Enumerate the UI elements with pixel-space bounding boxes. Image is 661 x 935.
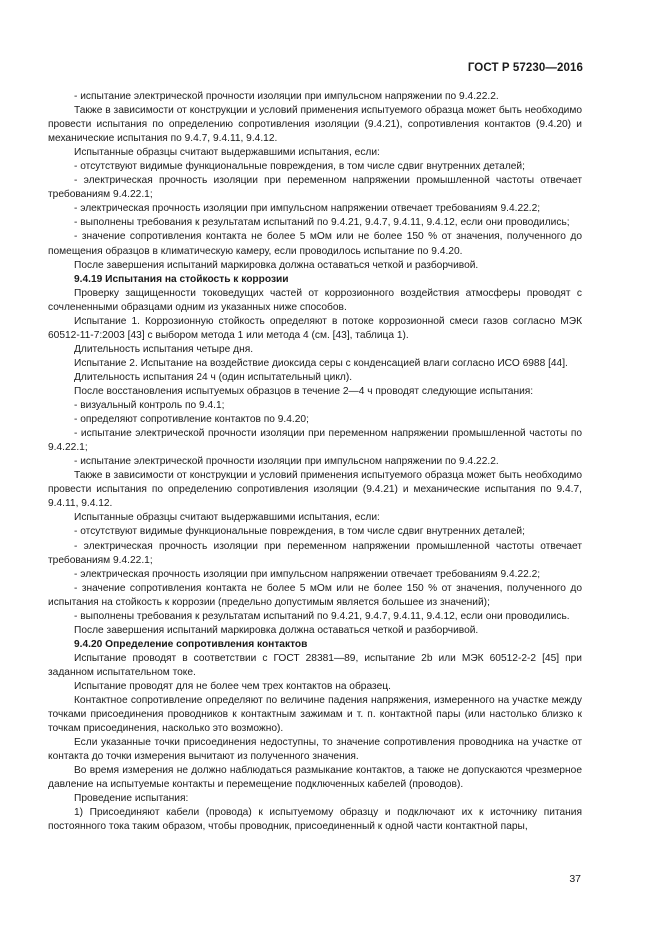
paragraph: - значение сопротивления контакта не более 5 мОм или не более 150 % от значения, полученного до помещения образцов в климатическую камеру, если проводилось испытание по 9.4.20. — [48, 231, 582, 257]
paragraph: - электрическая прочность изоляции при импульсном напряжении отвечает требованиям 9.4.22.2; — [74, 203, 541, 215]
paragraph: - визуальный контроль по 9.4.1; — [74, 400, 225, 412]
paragraph: Также в зависимости от конструкции и условий применения испытуемого образца может быть необходимо провести испытания по определению сопротивления изоляции (9.4.21), сопротивления контактов (9.4.20) и механические испытания по 9.4.7, 9.4.11, 9.4.12. — [48, 105, 582, 145]
paragraph: - электрическая прочность изоляции при импульсном напряжении отвечает требованиям 9.4.22.2; — [74, 568, 541, 580]
page-number: 37 — [569, 873, 581, 885]
paragraph: - испытание электрической прочности изоляции при импульсном напряжении по 9.4.22.2. — [74, 91, 499, 102]
paragraph: - значение сопротивления контакта не более 5 мОм или не более 150 % от значения, полученного до испытания на стойкость к коррозии (предельно допустимым является большее из значений); — [48, 582, 582, 608]
paragraph: Также в зависимости от конструкции и условий применения испытуемого образца может быть необходимо провести испытания по определению сопротивления изоляции (9.4.21) и механические испытания по 9.4.7, 9.4.11, 9.4.12. — [48, 470, 582, 510]
paragraph: После завершения испытаний маркировка должна оставаться четкой и разборчивой. — [74, 624, 479, 636]
paragraph: Испытание 1. Коррозионную стойкость определяют в потоке коррозионной смеси газов согласно МЭК 60512-11-7:2003 [43] с выбором метода 1 или метода 4 (см. [43], таблица 1). — [48, 315, 582, 341]
document-body — [48, 90, 582, 834]
paragraph: После завершения испытаний маркировка должна оставаться четкой и разборчивой. — [74, 259, 479, 271]
paragraph: Контактное сопротивление определяют по величине падения напряжения, измеренного на участке между точками присоединения проводников к контактным зажимам и т. п. контактной пары (или настолько близко к точкам присоединения, насколько это возможно). — [48, 695, 582, 735]
paragraph: - электрическая прочность изоляции при переменном напряжении промышленной частоты отвечает требованиям 9.4.22.1; — [48, 540, 582, 566]
paragraph: Проверку защищенности токоведущих частей от коррозионного воздействия атмосферы проводят с сочлененными образцами одним из указанных ниже способов. — [48, 287, 582, 313]
section-heading: 9.4.19 Испытания на стойкость к коррозии — [74, 273, 289, 285]
paragraph: Испытание 2. Испытание на воздействие диоксида серы с конденсацией влаги согласно ИСО 6988 [44]. — [74, 357, 568, 369]
paragraph: Испытание проводят для не более чем трех контактов на образец. — [74, 680, 391, 692]
paragraph: Если указанные точки присоединения недоступны, то значение сопротивления проводника на участке от контакта до точки измерения вычитают из полученного значения. — [48, 737, 582, 763]
paragraph: После восстановления испытуемых образцов в течение 2—4 ч проводят следующие испытания: — [74, 385, 534, 397]
paragraph: - определяют сопротивление контактов по 9.4.20; — [74, 414, 309, 426]
paragraph: - выполнены требования к результатам испытаний по 9.4.21, 9.4.7, 9.4.11, 9.4.12, если они проводились; — [74, 217, 570, 229]
section-heading: 9.4.20 Определение сопротивления контактов — [74, 638, 308, 650]
paragraph: - отсутствуют видимые функциональные повреждения, в том числе сдвиг внутренних деталей; — [74, 526, 525, 538]
paragraph: - выполнены требования к результатам испытаний по 9.4.21, 9.4.7, 9.4.11, 9.4.12, если они проводились. — [74, 610, 570, 622]
paragraph: Испытание проводят в соответствии с ГОСТ 28381—89, испытание 2b или МЭК 60512-2-2 [45] при заданном испытательном токе. — [48, 652, 582, 678]
paragraph: Длительность испытания 24 ч (один испытательный цикл). — [74, 371, 353, 383]
paragraph: Длительность испытания четыре дня. — [74, 343, 254, 355]
paragraph: - отсутствуют видимые функциональные повреждения, в том числе сдвиг внутренних деталей; — [74, 161, 525, 173]
paragraph: - испытание электрической прочности изоляции при импульсном напряжении по 9.4.22.2. — [74, 456, 499, 468]
paragraph: Проведение испытания: — [74, 793, 189, 805]
paragraph: Во время измерения не должно наблюдаться размыкание контактов, а также не допускаются чрезмерное давление на испытуемые контакты и перемещение подключенных кабелей (проводов). — [48, 765, 582, 791]
paragraph: - электрическая прочность изоляции при переменном напряжении промышленной частоты отвечает требованиям 9.4.22.1; — [48, 175, 582, 201]
paragraph: Испытанные образцы считают выдержавшими испытания, если: — [74, 147, 380, 159]
paragraph: Испытанные образцы считают выдержавшими испытания, если: — [74, 512, 380, 524]
paragraph: 1) Присоединяют кабели (провода) к испытуемому образцу и подключают их к источнику питания постоянного тока таким образом, чтобы проводник, присоединенный к одной части контактной пары, — [48, 807, 582, 833]
paragraph: - испытание электрической прочности изоляции при переменном напряжении промышленной частоты по 9.4.22.1; — [48, 428, 582, 454]
document-header: ГОСТ Р 57230—2016 — [467, 62, 583, 74]
